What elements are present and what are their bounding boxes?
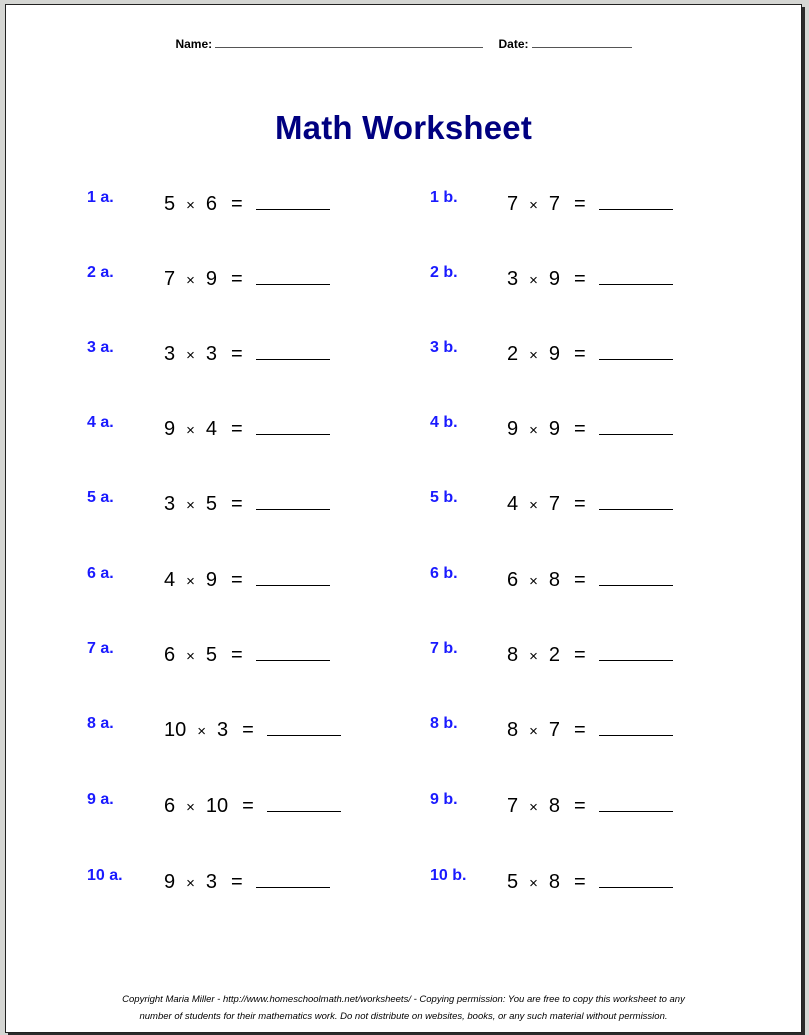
multiplication-expression [164,191,330,216]
equals-sign: = [574,193,586,215]
times-sign-icon: × [529,875,538,892]
multiplication-expression [507,717,673,742]
multiplication-expression [507,191,673,216]
times-sign-icon: × [186,347,195,364]
problem-number-label: 10 b. [430,867,467,884]
right-operand: 5 [205,644,218,666]
answer-blank-line[interactable] [599,869,673,888]
problem-number-label: 10 a. [87,867,123,884]
problem-number-label: 1 a. [87,189,114,206]
problem-number-label: 4 b. [430,414,458,431]
name-label: Name: [175,37,213,51]
answer-blank-line[interactable] [599,491,673,510]
left-operand: 2 [507,343,519,365]
equals-sign: = [242,719,254,741]
right-operand: 7 [548,719,561,741]
answer-blank-line[interactable] [599,793,673,812]
answer-blank-line[interactable] [256,642,330,661]
problem-number-label: 1 b. [430,189,458,206]
right-operand: 9 [548,343,561,365]
multiplication-expression [507,642,673,667]
problem-number-label: 2 b. [430,264,458,281]
problem-number-label: 5 a. [87,489,114,506]
problem-number-label: 9 b. [430,791,458,808]
equals-sign: = [574,719,586,741]
multiplication-expression [164,341,330,366]
multiplication-expression [507,341,673,366]
multiplication-expression [164,869,330,894]
problem-7a [87,642,387,672]
right-operand: 3 [217,719,229,741]
equals-sign: = [574,569,586,591]
equals-sign: = [242,795,254,817]
date-blank-line[interactable] [532,36,632,48]
answer-blank-line[interactable] [599,567,673,586]
left-operand: 7 [164,268,176,290]
equals-sign: = [231,569,243,591]
answer-blank-line[interactable] [256,567,330,586]
problem-8b [430,717,730,747]
multiplication-expression [164,266,330,291]
times-sign-icon: × [186,648,195,665]
answer-blank-line[interactable] [599,341,673,360]
answer-blank-line[interactable] [267,717,341,736]
right-operand: 3 [205,343,218,365]
problem-number-label: 7 b. [430,640,458,657]
equals-sign: = [231,493,243,515]
answer-blank-line[interactable] [267,793,341,812]
problem-3b [430,341,730,371]
times-sign-icon: × [186,272,195,289]
equals-sign: = [574,493,586,515]
equals-sign: = [231,418,243,440]
page-title: Math Worksheet [274,109,533,146]
right-operand: 2 [548,644,561,666]
problem-number-label: 8 b. [430,715,458,732]
problem-number-label: 8 a. [87,715,114,732]
answer-blank-line[interactable] [599,266,673,285]
answer-blank-line[interactable] [599,416,673,435]
problem-number-label: 6 a. [87,565,114,582]
problem-1a [87,191,387,221]
equals-sign: = [231,268,243,290]
equals-sign: = [231,193,243,215]
problem-9a [87,793,387,823]
footer-line-1: Copyright Maria Miller - http://www.homeschoolmath.net/worksheets/ - Copying permission: You are free to copy this worksheet to any [122,994,685,1005]
answer-blank-line[interactable] [256,491,330,510]
multiplication-expression [164,416,330,441]
problem-2b [430,266,730,296]
left-operand: 5 [164,193,176,215]
problem-10b [430,869,730,899]
right-operand: 4 [205,418,218,440]
right-operand: 8 [548,569,561,591]
problem-number-label: 4 a. [87,414,114,431]
equals-sign: = [574,871,586,893]
copyright-footer [6,991,801,1025]
times-sign-icon: × [529,497,538,514]
equals-sign: = [574,795,586,817]
problem-number-label: 3 a. [87,339,114,356]
right-operand: 7 [548,493,561,515]
problem-7b [430,642,730,672]
left-operand: 6 [507,569,519,591]
right-operand: 5 [205,493,218,515]
left-operand: 8 [507,719,519,741]
left-operand: 3 [507,268,519,290]
equals-sign: = [231,644,243,666]
multiplication-expression [164,717,341,742]
right-operand: 9 [548,418,561,440]
problem-4b [430,416,730,446]
right-operand: 6 [205,193,218,215]
left-operand: 3 [164,343,176,365]
left-operand: 4 [164,569,176,591]
problem-5a [87,491,387,521]
left-operand: 8 [507,644,519,666]
problem-number-label: 5 b. [430,489,458,506]
name-date-header [6,36,801,51]
equals-sign: = [574,418,586,440]
equals-sign: = [574,268,586,290]
right-operand: 7 [548,193,561,215]
multiplication-expression [164,567,330,592]
times-sign-icon: × [186,799,195,816]
answer-blank-line[interactable] [599,717,673,736]
problem-number-label: 9 a. [87,791,114,808]
answer-blank-line[interactable] [599,191,673,210]
left-operand: 5 [507,871,519,893]
multiplication-expression [507,869,673,894]
left-operand: 4 [507,493,519,515]
times-sign-icon: × [186,497,195,514]
times-sign-icon: × [529,573,538,590]
answer-blank-line[interactable] [256,191,330,210]
left-operand: 6 [164,644,176,666]
problem-number-label: 2 a. [87,264,114,281]
answer-blank-line[interactable] [256,869,330,888]
problem-number-label: 6 b. [430,565,458,582]
multiplication-expression [507,266,673,291]
left-operand: 6 [164,795,176,817]
problem-3a [87,341,387,371]
problem-4a [87,416,387,446]
footer-line-2: number of students for their mathematics work. Do not distribute on websites, books, or any such material without permission. [139,1011,668,1022]
times-sign-icon: × [197,723,207,740]
problem-6b [430,567,730,597]
right-operand: 8 [548,795,561,817]
left-operand: 7 [507,795,519,817]
times-sign-icon: × [529,197,538,214]
times-sign-icon: × [186,573,195,590]
times-sign-icon: × [529,799,538,816]
problem-number-label: 7 a. [87,640,114,657]
answer-blank-line[interactable] [256,341,330,360]
multiplication-expression [507,793,673,818]
problem-5b [430,491,730,521]
times-sign-icon: × [186,875,195,892]
problem-6a [87,567,387,597]
problem-8a [87,717,387,747]
equals-sign: = [574,644,586,666]
times-sign-icon: × [186,422,195,439]
equals-sign: = [231,343,243,365]
problem-10a [87,869,387,899]
left-operand: 9 [164,418,176,440]
problem-2a [87,266,387,296]
multiplication-expression [164,793,341,818]
worksheet-page [5,4,802,1033]
right-operand: 9 [205,268,218,290]
equals-sign: = [231,871,243,893]
right-operand: 8 [548,871,561,893]
left-operand: 9 [507,418,519,440]
problem-number-label: 3 b. [430,339,458,356]
multiplication-expression [164,642,330,667]
left-operand: 7 [507,193,519,215]
answer-blank-line[interactable] [599,642,673,661]
times-sign-icon: × [529,723,538,740]
name-blank-line[interactable] [215,36,483,48]
times-sign-icon: × [529,648,538,665]
multiplication-expression [507,416,673,441]
multiplication-expression [164,491,330,516]
left-operand: 10 [164,719,187,741]
answer-blank-line[interactable] [256,266,330,285]
right-operand: 10 [205,795,229,817]
equals-sign: = [574,343,586,365]
problem-9b [430,793,730,823]
right-operand: 3 [205,871,218,893]
problem-1b [430,191,730,221]
times-sign-icon: × [529,347,538,364]
times-sign-icon: × [186,197,195,214]
left-operand: 9 [164,871,176,893]
times-sign-icon: × [529,272,538,289]
answer-blank-line[interactable] [256,416,330,435]
multiplication-expression [507,491,673,516]
times-sign-icon: × [529,422,538,439]
date-label: Date: [498,37,529,51]
multiplication-expression [507,567,673,592]
left-operand: 3 [164,493,176,515]
right-operand: 9 [205,569,218,591]
right-operand: 9 [548,268,561,290]
